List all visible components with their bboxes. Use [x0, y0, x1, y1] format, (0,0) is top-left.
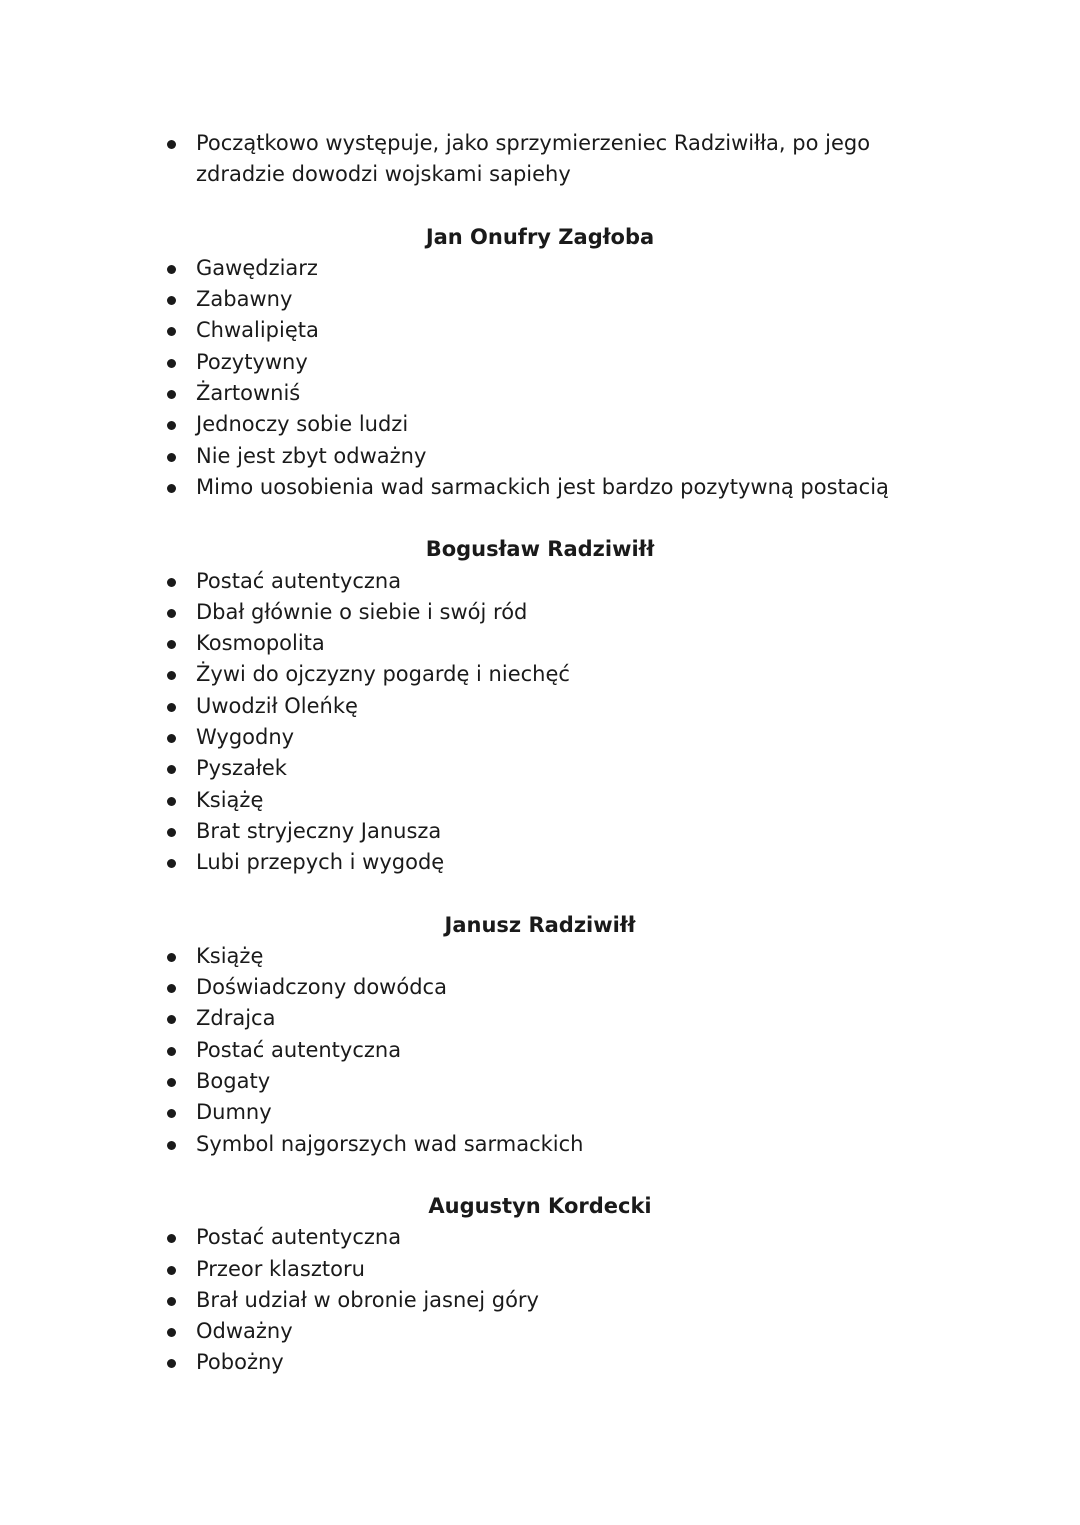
bullet-icon [167, 765, 176, 774]
bullet-icon [167, 359, 176, 368]
bullet-icon [167, 984, 176, 993]
list-item [165, 659, 915, 690]
list-item [165, 816, 915, 847]
list-item-text: Pozytywny [196, 349, 308, 374]
bullet-icon [167, 1141, 176, 1150]
bullet-icon [167, 1328, 176, 1337]
list-item [165, 753, 915, 784]
list-item-text: Książę [196, 787, 264, 812]
bullet-icon [167, 453, 176, 462]
bullet-icon [167, 1266, 176, 1275]
list-item-text: Kosmopolita [196, 631, 325, 656]
list-item [165, 1254, 915, 1285]
bullet-icon [167, 703, 176, 712]
list-item [165, 1003, 915, 1034]
bullet-icon [167, 578, 176, 587]
bullet-icon [167, 734, 176, 743]
list-item [165, 1285, 915, 1316]
list-item-text: Gawędziarz [196, 255, 318, 280]
list-item [165, 722, 915, 753]
bullet-icon [167, 390, 176, 399]
list-item-text: Lubi przepych i wygodę [196, 850, 445, 875]
list-item-text: Żartowniś [196, 381, 301, 406]
bullet-icon [167, 1359, 176, 1368]
bullet-icon [167, 797, 176, 806]
list-item-text: Jednoczy sobie ludzi [196, 412, 409, 437]
list-item-text: Bogaty [196, 1069, 271, 1094]
list-item-text: Zabawny [196, 287, 293, 312]
list-item [165, 128, 896, 191]
list-item [165, 409, 915, 440]
section-title: Jan Onufry Zagłoba [425, 224, 655, 249]
list-item [165, 1066, 915, 1097]
bullet-icon [167, 953, 176, 962]
bullet-icon [167, 1047, 176, 1056]
bullet-icon [167, 828, 176, 837]
section-title: Janusz Radziwiłł [444, 912, 636, 937]
list-item [165, 597, 915, 628]
list-item-text: Książę [196, 943, 264, 968]
list-item-text: Brał udział w obronie jasnej góry [196, 1287, 539, 1312]
section-list [165, 253, 915, 503]
list-item-text: Dbał głównie o siebie i swój ród [196, 599, 528, 624]
list-item-text: Zdrajca [196, 1006, 276, 1031]
list-item [165, 628, 915, 659]
list-item [165, 253, 915, 284]
bullet-icon [167, 640, 176, 649]
list-item-text: Żywi do ojczyzny pogardę i niechęć [196, 662, 570, 687]
section-list [165, 941, 915, 1160]
list-item [165, 941, 915, 972]
list-item [165, 1097, 915, 1128]
bullet-icon [167, 1234, 176, 1243]
list-item [165, 691, 915, 722]
list-item [165, 441, 915, 472]
list-item-text: Wygodny [196, 725, 295, 750]
section-list [165, 566, 915, 879]
intro-list [165, 128, 915, 191]
list-item [165, 378, 915, 409]
list-item [165, 1035, 915, 1066]
section-list [165, 1222, 915, 1378]
list-item [165, 347, 915, 378]
bullet-icon [167, 421, 176, 430]
list-item-text: Uwodził Oleńkę [196, 693, 358, 718]
list-item [165, 1316, 915, 1347]
list-item [165, 284, 915, 315]
list-item [165, 1347, 915, 1378]
section-title: Augustyn Kordecki [428, 1193, 652, 1218]
list-item-text: Odważny [196, 1319, 293, 1344]
bullet-icon [167, 1015, 176, 1024]
list-item [165, 1222, 915, 1253]
bullet-icon [167, 1078, 176, 1087]
list-item [165, 315, 915, 346]
bullet-icon [167, 296, 176, 305]
bullet-icon [167, 484, 176, 493]
bullet-icon [167, 1297, 176, 1306]
bullet-icon [167, 1109, 176, 1118]
list-item-text: Symbol najgorszych wad sarmackich [196, 1131, 584, 1156]
list-item-text: Postać autentyczna [196, 568, 402, 593]
list-item [165, 566, 915, 597]
bullet-icon [167, 327, 176, 336]
list-item-text: Pyszałek [196, 756, 287, 781]
list-item-text: Doświadczony dowódca [196, 975, 447, 1000]
list-item [165, 972, 915, 1003]
bullet-icon [167, 609, 176, 618]
list-item-text: Brat stryjeczny Janusza [196, 818, 442, 843]
list-item-text: Dumny [196, 1100, 272, 1125]
list-item-text: Początkowo występuje, jako sprzymierzeniec Radziwiłła, po jego zdradzie dowodzi wojskami sapiehy [196, 131, 871, 187]
list-item-text: Nie jest zbyt odważny [196, 443, 427, 468]
list-item-text: Postać autentyczna [196, 1037, 402, 1062]
list-item [165, 785, 915, 816]
list-item [165, 1129, 915, 1160]
section-title: Bogusław Radziwiłł [425, 537, 655, 562]
list-item-text: Chwalipięta [196, 318, 319, 343]
list-item-text: Przeor klasztoru [196, 1256, 365, 1281]
document-content [165, 128, 915, 1379]
list-item [165, 472, 915, 503]
bullet-icon [167, 265, 176, 274]
bullet-icon [167, 671, 176, 680]
list-item [165, 847, 915, 878]
bullet-icon [167, 859, 176, 868]
list-item-text: Pobożny [196, 1350, 284, 1375]
bullet-icon [167, 140, 176, 149]
list-item-text: Postać autentyczna [196, 1225, 402, 1250]
list-item-text: Mimo uosobienia wad sarmackich jest bardzo pozytywną postacią [196, 474, 889, 499]
